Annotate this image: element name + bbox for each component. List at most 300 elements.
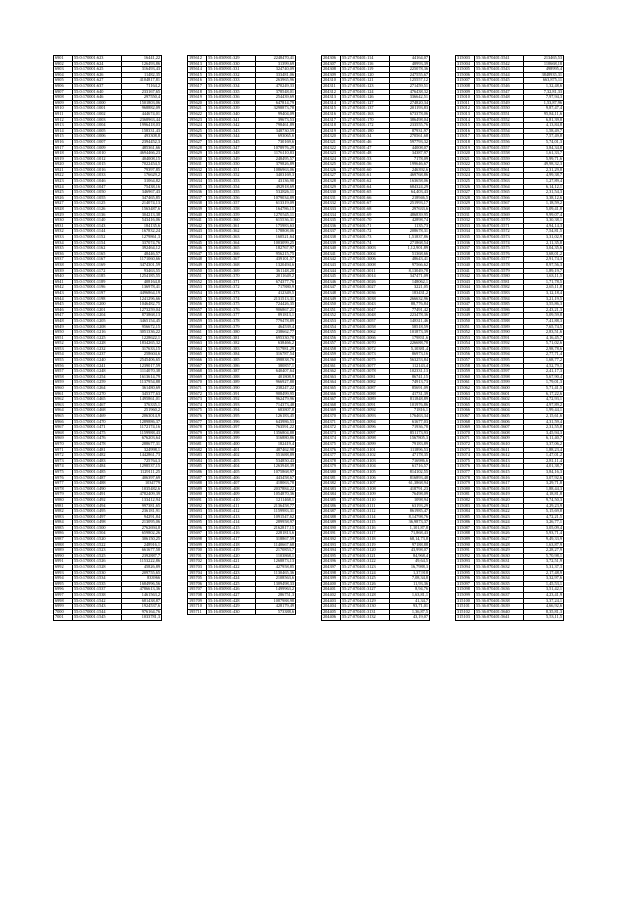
row-number: 195660 [188,324,207,330]
cadastral-number: 55:16:050901:367 [207,257,256,263]
cadastral-value: 158331,43 [122,128,162,134]
row-number: 315053 [456,335,475,341]
cadastral-number: 55:16:050901:379 [207,324,256,330]
cadastral-number: 55:27:070401:124 [341,89,390,95]
cadastral-value: 5,31,37,3 [524,565,564,571]
row-number: 315087 [456,525,475,531]
row-number: 315064 [456,397,475,403]
row-number: 6987 [54,537,73,543]
cadastral-number: 55:0:170001:1270 [73,391,122,397]
row-number: 6910 [54,106,73,112]
row-number: 204395 [322,553,341,559]
cadastral-number: 55:16:050901:420 [207,553,256,559]
cadastral-number: 55:36:070401:5595 [475,358,524,364]
cadastral-value: 68,14,73,8 [390,537,430,543]
row-number: 195663 [188,341,207,347]
cadastral-value: 2136458,77 [256,503,296,509]
cadastral-number: 55:0:170001:1470 [73,419,122,425]
cadastral-value: 4496864,19 [122,290,162,296]
row-number: 315082 [456,497,475,503]
row-number: 6963 [54,402,73,408]
cadastral-value: 218946,5 [390,195,430,201]
cadastral-value: 49,98,32,3 [524,162,564,168]
cadastral-value: 1309498,33 [256,581,296,587]
cadastral-value: 1003099,25 [256,240,296,246]
cadastral-value: 87931,97 [390,128,430,134]
cadastral-value: 7,41,88,3 [524,318,564,324]
cadastral-value: 7022454,5 [122,162,162,168]
row-number: 204313 [322,95,341,101]
row-number: 195692 [188,503,207,509]
cadastral-number: 55:0:170001:1001 [73,106,122,112]
cadastral-value: 1176110,83 [256,151,296,157]
cadastral-number: 55:27:070401:3027 [341,285,390,291]
cadastral-number: 55:36:070401:5629 [475,548,524,554]
row-number: 204310 [322,78,341,84]
cadastral-value: 183431,2 [390,290,430,296]
row-number: 204341 [322,251,341,257]
row-number: 315046 [456,296,475,302]
row-number: 195696 [188,525,207,531]
cadastral-value: 126183,45 [256,414,296,420]
cadastral-number: 55:0:170001:1475 [73,430,122,436]
cadastral-value: 638466,2 [256,341,296,347]
row-number: 6915 [54,134,73,140]
row-number: 195686 [188,469,207,475]
row-number: 6983 [54,514,73,520]
cadastral-value: 270561,68 [390,134,430,140]
cadastral-number: 55:36:070401:5637 [475,593,524,599]
cadastral-value: 125557,12 [390,78,430,84]
cadastral-number: 55:27:070401:73 [341,235,390,241]
cadastral-value: 51368,66 [390,251,430,257]
row-number: 195694 [188,514,207,520]
cadastral-number: 55:0:170001:1498 [73,520,122,526]
row-number: 315084 [456,509,475,515]
row-number: 6932 [54,229,73,235]
cadastral-value: 487462,98 [256,447,296,453]
cadastral-number: 55:36:070401:5607 [475,425,524,431]
cadastral-value: 44164,07 [390,56,430,62]
cadastral-value: 4,29,23,9 [524,503,564,509]
cadastral-value: 1834265,32 [122,341,162,347]
row-number: 204321 [322,139,341,145]
row-number: 195631 [188,162,207,168]
row-number: 6995 [54,581,73,587]
cadastral-number: 55:0:170001:1504 [73,531,122,537]
row-number: 195689 [188,486,207,492]
cadastral-number: 55:27:070401:3094 [341,419,390,425]
cadastral-number: 55:27:070401:47 [341,145,390,151]
cadastral-number: 55:16:050901:387 [207,369,256,375]
cadastral-value: 643986,53 [256,419,296,425]
cadastral-value: 71936,78 [390,425,430,431]
row-number: 204354 [322,324,341,330]
row-number: 204349 [322,296,341,302]
cadastral-value: 182419,4 [256,441,296,447]
cadastral-value: 233555,76 [390,123,430,129]
cadastral-number: 55:27:070401:3099 [341,441,390,447]
cadastral-value: 1046482,75 [122,302,162,308]
cadastral-value: 406397,69 [122,475,162,481]
row-number: 204339 [322,240,341,246]
row-number: 6951 [54,335,73,341]
cadastral-number: 55:27:070401:3103 [341,458,390,464]
row-number: 315068 [456,419,475,425]
cadastral-number: 55:36:070401:5558 [475,151,524,157]
row-number: 315028 [456,195,475,201]
cadastral-number: 55:27:070401:114 [341,56,390,62]
cadastral-number: 55:0:170001:1259 [73,380,122,386]
row-number: 6955 [54,358,73,364]
row-number: 6946 [54,307,73,313]
cadastral-value: 2394452,3 [122,139,162,145]
cadastral-number: 55:0:170001:1046 [73,179,122,185]
cadastral-value: 3,07,92,6 [524,475,564,481]
row-number: 204366 [322,391,341,397]
cadastral-value: 102331,13 [390,369,430,375]
row-number: 6941 [54,279,73,285]
row-number: 6956 [54,363,73,369]
row-number: 195648 [188,257,207,263]
row-number: 195632 [188,167,207,173]
cadastral-number: 55:36:070401:5542 [475,61,524,67]
row-number: 204380 [322,469,341,475]
row-number: 6952 [54,341,73,347]
cadastral-number: 55:16:050901:348 [207,151,256,157]
cadastral-number: 55:0:170001:1530 [73,570,122,576]
cadastral-value: 730169,6 [256,139,296,145]
cadastral-number: 55:0:170001:1154 [73,240,122,246]
row-number: 315091 [456,548,475,554]
cadastral-number: 55:16:050901:354 [207,184,256,190]
cadastral-number: 55:0:170001:1055 [73,195,122,201]
cadastral-value: 3,55,86,3 [524,302,564,308]
cadastral-value: 1,32,48,6 [524,83,564,89]
row-number: 204307 [322,61,341,67]
cadastral-number: 55:27:070401:61 [341,173,390,179]
cadastral-number: 55:0:170001:1005 [73,128,122,134]
cadastral-value: 428179,49 [256,604,296,610]
cadastral-number: 55:16:050901:331 [207,67,256,73]
row-number: 6972 [54,453,73,459]
row-number: 195661 [188,330,207,336]
row-number: 195644 [188,235,207,241]
row-number: 6905 [54,78,73,84]
cadastral-number: 55:36:070401:5618 [475,486,524,492]
cadastral-value: 347471,09 [390,274,430,280]
cadastral-value: 233167,65 [122,89,162,95]
cadastral-number: 55:27:070401:3106 [341,475,390,481]
row-number: 195655 [188,296,207,302]
cadastral-number: 55:0:170001:1140 [73,218,122,224]
row-number: 6919 [54,156,73,162]
cadastral-number: 55:16:050901:352 [207,173,256,179]
cadastral-value: 486839,95 [390,212,430,218]
cadastral-number: 55:27:070401:180 [341,128,390,134]
cadastral-value: 811848,89 [390,397,430,403]
cadastral-number: 55:27:070401:3014 [341,274,390,280]
cadastral-number: 55:0:170001:1197 [73,290,122,296]
cadastral-number: 55:36:070401:5609 [475,436,524,442]
cadastral-number: 55:36:070401:5591 [475,335,524,341]
cadastral-value: 1159988,43 [122,430,162,436]
row-number: 6942 [54,285,73,291]
row-number: 195626 [188,134,207,140]
cadastral-value: 34387,97 [390,151,430,157]
row-number: 195619 [188,95,207,101]
row-number: 6974 [54,464,73,470]
cadastral-value: 7,65,74,5 [524,324,564,330]
row-number: 6914 [54,128,73,134]
table-block-1 [53,55,162,845]
row-number: 204351 [322,307,341,313]
cadastral-value: 908499,95 [256,391,296,397]
row-number: 204308 [322,67,341,73]
cadastral-number: 55:16:050901:390 [207,386,256,392]
cadastral-value: 199646,67 [390,162,430,168]
row-number: 315057 [456,358,475,364]
cadastral-value: 464539,4 [256,324,296,330]
row-number: 204384 [322,492,341,498]
row-number: 315042 [456,274,475,280]
cadastral-number: 55:27:070401:62 [341,179,390,185]
cadastral-number: 55:36:070401:5565 [475,190,524,196]
cadastral-value: 439101,57 [256,257,296,263]
cadastral-value: 71164,2 [122,83,162,89]
cadastral-value: 661677,58 [122,548,162,554]
row-number: 315044 [456,285,475,291]
cadastral-number: 55:27:070401:3066 [341,335,390,341]
row-number: 204375 [322,441,341,447]
cadastral-value: 43,998,07 [390,548,430,554]
row-number: 315012 [456,106,475,112]
cadastral-value: 6,11,40,7 [524,436,564,442]
cadastral-value: 333481,06 [256,72,296,78]
cadastral-value: 534850,43 [256,458,296,464]
cadastral-value: 148062,1 [390,279,430,285]
cadastral-value: 4,01,38,7 [524,464,564,470]
cadastral-value: 613319,09 [256,201,296,207]
cadastral-number: 55:36:070401:5611 [475,447,524,453]
row-number: 204372 [322,425,341,431]
row-number: 315055 [456,346,475,352]
cadastral-value: 3,32,97,6 [524,576,564,582]
cadastral-number: 55:27:070401:48 [341,151,390,157]
cadastral-value: 74913,73 [390,380,430,386]
cadastral-value: 563253,84 [390,358,430,364]
cadastral-number: 55:36:070401:5613 [475,458,524,464]
row-number: 195617 [188,83,207,89]
row-number: 6978 [54,486,73,492]
cadastral-number: 55:27:070401:3127 [341,587,390,593]
cadastral-number: 55:0:170001:1490 [73,486,122,492]
cadastral-value: 659802,26 [122,531,162,537]
cadastral-number: 55:0:170001:1492 [73,497,122,503]
cadastral-value: 1,53,87,96 [524,100,564,106]
row-number: 315015 [456,123,475,129]
cadastral-value: 1172174,16 [122,425,162,431]
cadastral-value: 3403169,3 [256,173,296,179]
cadastral-number: 55:16:050901:395 [207,414,256,420]
cadastral-value: 316880,86 [256,436,296,442]
cadastral-number: 55:0:170001:1491 [73,492,122,498]
row-number: 315023 [456,167,475,173]
row-number: 204405 [322,609,341,615]
row-number: 6976 [54,475,73,481]
cadastral-number: 55:27:070401:53 [341,156,390,162]
cadastral-value: 7,08,34,8 [390,576,430,582]
cadastral-value: 404008,15 [122,156,162,162]
row-number: 204330 [322,190,341,196]
row-number: 195654 [188,290,207,296]
cadastral-value: 43,19,07 [390,615,430,621]
row-number: 204337 [322,229,341,235]
row-number: 204364 [322,380,341,386]
row-number: 6958 [54,374,73,380]
cadastral-value: 3,26,77,1 [524,520,564,526]
cadastral-value: 1270545,11 [256,212,296,218]
cadastral-value: 2,28,27,9 [524,548,564,554]
cadastral-value: 93463,55 [122,268,162,274]
cadastral-number: 55:36:070401:5602 [475,397,524,403]
cadastral-number: 55:0:170001:1047 [73,184,122,190]
row-number: 315085 [456,514,475,520]
row-number: 204393 [322,542,341,548]
cadastral-value: 1567805,3 [390,436,430,442]
row-number: 195650 [188,268,207,274]
cadastral-number: 55:16:050901:342 [207,123,256,129]
cadastral-number: 55:36:070401:5614 [475,464,524,470]
cadastral-number: 55:36:070401:5586 [475,307,524,313]
row-number: 195652 [188,279,207,285]
cadastral-value: 4,18,81,8 [524,492,564,498]
row-number: 204363 [322,374,341,380]
cadastral-value: 3474301,59 [122,262,162,268]
row-number: 315022 [456,162,475,168]
row-number: 195691 [188,497,207,503]
row-number: 6981 [54,503,73,509]
cadastral-number: 55:0:170001:1136 [73,212,122,218]
cadastral-number: 55:0:170001:1468 [73,408,122,414]
row-number: 195624 [188,123,207,129]
cadastral-value: 1298537,15 [122,464,162,470]
row-number: 195701 [188,553,207,559]
cadastral-number: 55:36:070401:5571 [475,223,524,229]
cadastral-number: 55:27:070401:64 [341,184,390,190]
cadastral-number: 55:36:070401:5598 [475,374,524,380]
cadastral-number: 55:36:070401:5580 [475,274,524,280]
data-table [53,55,162,621]
cadastral-number: 55:27:070401:67 [341,201,390,207]
row-number: 195645 [188,240,207,246]
row-number: 195690 [188,492,207,498]
row-number: 195640 [188,212,207,218]
row-number: 6965 [54,414,73,420]
cadastral-value: 1,63,11,5 [524,274,564,280]
cadastral-value: 684324,29 [390,184,430,190]
row-number: 6920 [54,162,73,168]
cadastral-number: 55:16:050901:389 [207,380,256,386]
cadastral-value: 48993,39 [390,61,430,67]
cadastral-value: 2,41,17,3 [524,369,564,375]
row-number: 195643 [188,229,207,235]
cadastral-number: 55:0:170001:1015 [73,162,122,168]
cadastral-value: 470249,33 [256,83,296,89]
row-number: 6933 [54,235,73,241]
cadastral-number: 55:27:070401:137 [341,106,390,112]
row-number: 315072 [456,441,475,447]
cadastral-value: 693065,6 [256,134,296,140]
row-number: 195634 [188,179,207,185]
cadastral-number: 55:27:070401:3107 [341,481,390,487]
cadastral-number: 55:36:070401:5546 [475,83,524,89]
cadastral-value: 779478,89 [256,318,296,324]
row-number: 315094 [456,565,475,571]
cadastral-number: 55:27:070401:60 [341,167,390,173]
cadastral-number: 55:0:170001:1198 [73,296,122,302]
cadastral-number: 55:27:070401:3116 [341,525,390,531]
row-number: 195639 [188,207,207,213]
row-number: 6916 [54,139,73,145]
row-number: 204345 [322,274,341,280]
cadastral-number: 55:27:070401:172 [341,123,390,129]
cadastral-value: 2162817,15 [256,525,296,531]
cadastral-number: 55:27:070401:74 [341,240,390,246]
row-number: 315076 [456,464,475,470]
cadastral-value: 4,99,38,7 [524,173,564,179]
row-number: 6949 [54,324,73,330]
cadastral-number: 55:27:070401:72 [341,229,390,235]
row-number: 315048 [456,307,475,313]
cadastral-number: 55:16:050901:359 [207,212,256,218]
cadastral-number: 55:0:170001:1471 [73,425,122,431]
cadastral-number: 55:27:070401:3058 [341,324,390,330]
cadastral-number: 55:36:070401:5616 [475,475,524,481]
cadastral-value: 2,77,71,4 [524,352,564,358]
cadastral-number: 55:36:070401:5600 [475,386,524,392]
row-number: 204377 [322,453,341,459]
cadastral-value: 3,30,38,1 [524,218,564,224]
row-number: 315071 [456,436,475,442]
cadastral-number: 55:16:050901:363 [207,235,256,241]
row-number: 315088 [456,531,475,537]
row-number: 204369 [322,408,341,414]
row-number: 6947 [54,313,73,319]
row-number: 195628 [188,145,207,151]
cadastral-value: 110668,18 [524,61,564,67]
cadastral-value: 543416,06 [122,218,162,224]
row-number: 315080 [456,486,475,492]
cadastral-value: 2063014,9 [122,414,162,420]
cadastral-number: 55:36:070401:5623 [475,514,524,520]
row-number: 315013 [456,111,475,117]
cadastral-value: 8,13049,78 [390,268,430,274]
cadastral-value: 3,05,09,4 [524,525,564,531]
row-number: 204338 [322,235,341,241]
cadastral-number: 55:16:050901:383 [207,346,256,352]
row-number: 195637 [188,195,207,201]
row-number: 195621 [188,106,207,112]
cadastral-number: 55:16:050901:428 [207,598,256,604]
row-number: 6957 [54,369,73,375]
row-number: 6985 [54,525,73,531]
cadastral-number: 55:27:070401:3131 [341,609,390,615]
cadastral-number: 55:0:170001:1050 [73,190,122,196]
cadastral-number: 55:36:070401:5582 [475,285,524,291]
row-number: 204346 [322,279,341,285]
cadastral-number: 55:36:070401:5617 [475,481,524,487]
